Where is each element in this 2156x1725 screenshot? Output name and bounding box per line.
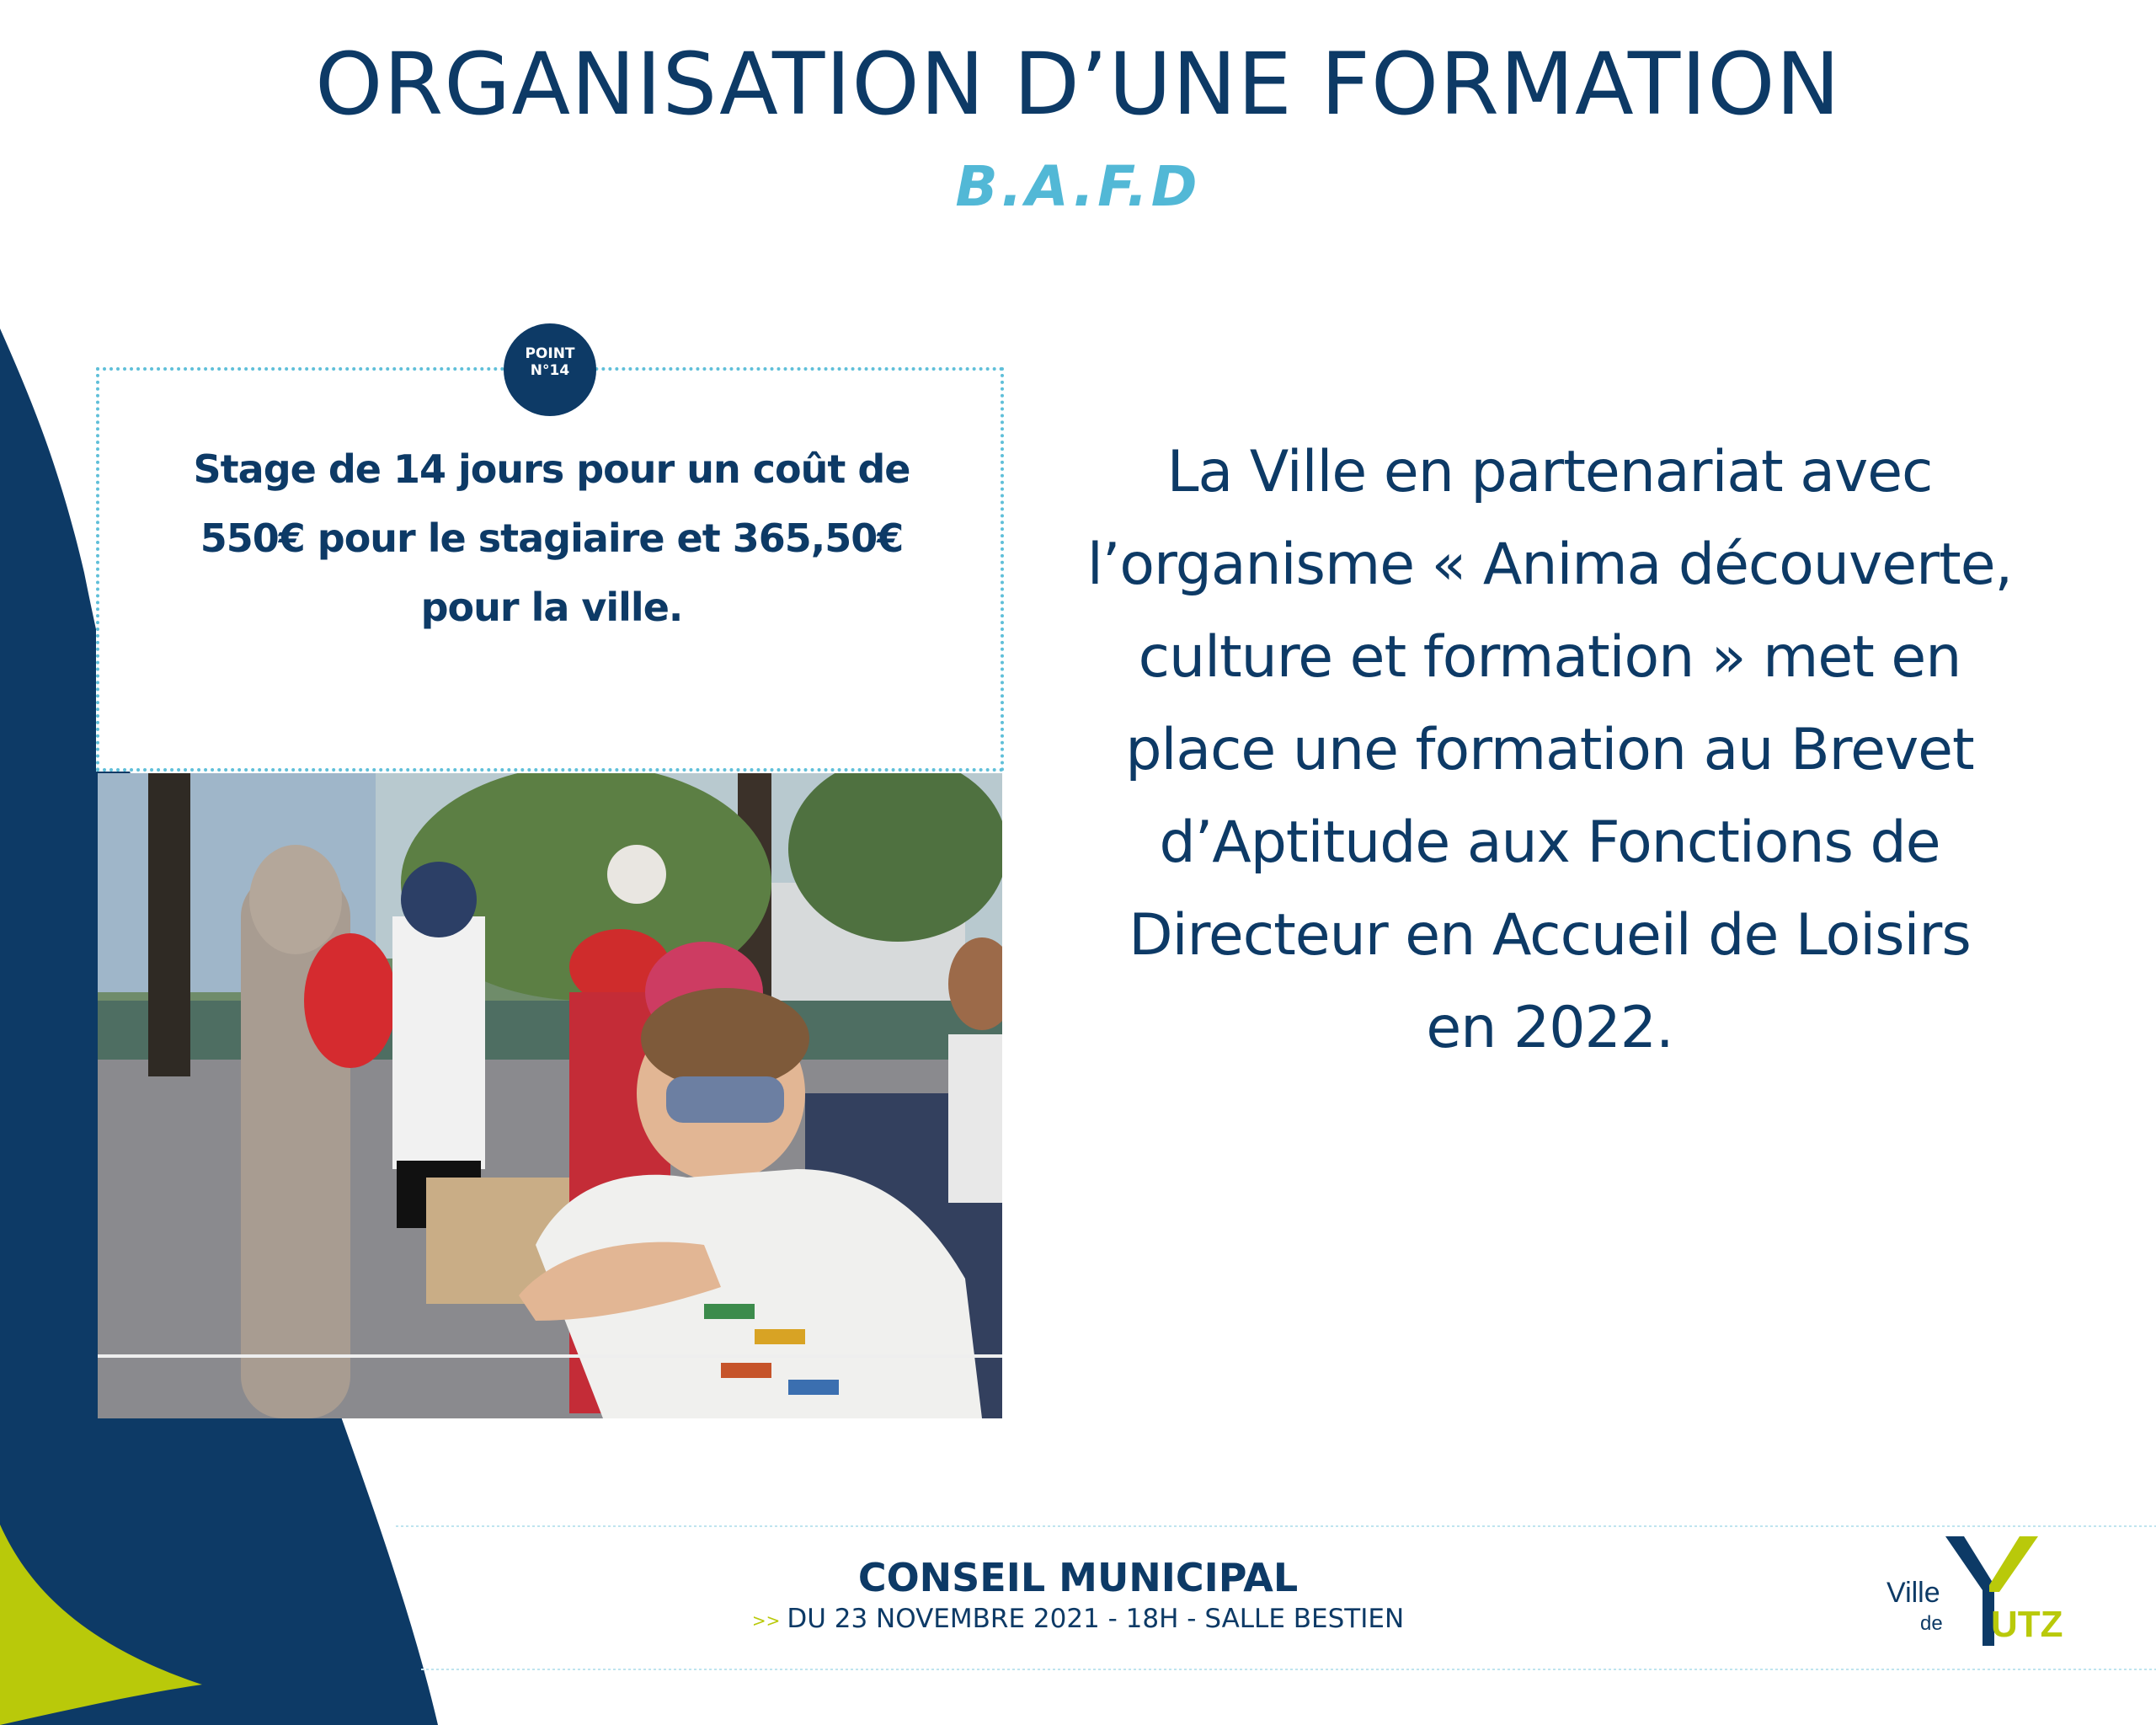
page-subtitle: B.A.F.D	[955, 154, 1201, 219]
chevron-icon: >>	[751, 1610, 781, 1631]
ville-de-yutz-logo	[1886, 1536, 2080, 1654]
main-text-line: en 2022.	[1426, 995, 1673, 1061]
main-text-line: place une formation au Brevet	[1125, 717, 1974, 783]
point-badge	[504, 323, 596, 416]
main-text-line: d’Aptitude aux Fonctions de	[1159, 809, 1940, 876]
point-badge-label: POINT	[525, 345, 575, 362]
point-badge-number: N°14	[530, 362, 570, 379]
logo-ville-text: Ville	[1886, 1577, 1940, 1609]
main-text-line: La Ville en partenariat avec	[1166, 439, 1933, 505]
main-text-line: culture et formation » met en	[1138, 624, 1961, 691]
point-text-line: Stage de 14 jours pour un coût de	[193, 446, 910, 492]
children-photo	[98, 773, 1002, 1418]
footer-date: DU 23 NOVEMBRE 2021 - 18H - SALLE BESTIEN	[787, 1604, 1405, 1634]
footer-title: CONSEIL MUNICIPAL	[857, 1555, 1299, 1600]
page-title: ORGANISATION D’UNE FORMATION	[315, 35, 1841, 135]
point-text-line: 550€ pour le stagiaire et 365,50€	[200, 515, 904, 561]
point-text	[152, 435, 952, 642]
footer-subtitle	[741, 1604, 1415, 1635]
main-text-line: Directeur en Accueil de Loisirs	[1129, 902, 1971, 969]
main-text-line: l’organisme « Anima découverte,	[1086, 531, 2013, 598]
logo-utz-text: UTZ	[1991, 1604, 2063, 1645]
point-text-line: pour la ville.	[420, 585, 683, 630]
logo-de-text: de	[1920, 1612, 1943, 1635]
main-text	[1011, 426, 2089, 1075]
